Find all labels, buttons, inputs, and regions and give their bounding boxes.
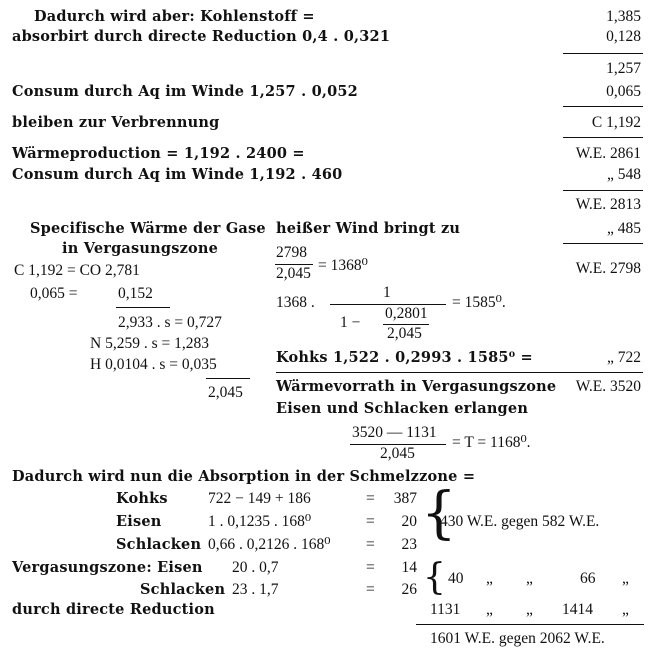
frac2-numerator: 1	[383, 284, 391, 301]
verg-row-eisen-val: 14	[401, 559, 417, 576]
brace-group-2: {	[423, 557, 446, 598]
vorrath-value: W.E. 3520	[575, 378, 641, 395]
total-rule	[416, 624, 644, 625]
abs-row-eisen-label: Eisen	[116, 513, 162, 530]
abs-row-schlacken-val: 23	[401, 536, 417, 553]
sum-rule-3	[563, 137, 643, 138]
line-consum-aq-text: Consum durch Aq im Winde 1,257 . 0,052	[12, 83, 358, 100]
verg-row-schlacken-label: Schlacken	[140, 581, 226, 598]
line-consum-aq-value: 0,065	[606, 83, 641, 100]
line-we-2813: W.E. 2813	[575, 196, 641, 213]
gas-row-0065-value: 0,152	[118, 285, 153, 302]
frac3-denominator: 2,045	[380, 445, 415, 462]
brace-group-1: {	[421, 481, 457, 546]
verg-label: Vergasungszone: Eisen	[12, 559, 203, 576]
abs-row-kohks-label: Kohks	[116, 490, 168, 507]
gas-rule-1	[116, 307, 170, 308]
gas-row-2933: 2,933 . s = 0,727	[118, 314, 222, 331]
gas-row-n: N 5,259 . s = 1,283	[90, 335, 209, 352]
gas-row-0065-label: 0,065 =	[30, 285, 78, 302]
line-absorbirt-text: absorbirt durch directe Reduction 0,4 . 0,321	[12, 28, 391, 45]
line-waermeproduction-value: W.E. 2861	[575, 145, 641, 162]
verg-row-eisen-eq: =	[366, 559, 375, 576]
gas-sum-2045: 2,045	[208, 384, 243, 401]
line-absorbirt-value: 0,128	[606, 28, 641, 45]
group2-q3: „	[622, 570, 629, 587]
reduction-a: 1131	[430, 601, 461, 618]
frac1-value: W.E. 2798	[575, 260, 641, 277]
group2-q2: „	[526, 570, 533, 587]
line-kohlenstoff-text: Dadurch wird aber: Kohlenstoff =	[34, 8, 315, 25]
vorrath-line: Wärmevorrath in Vergasungszone	[276, 378, 557, 395]
verg-row-eisen-expr: 20 . 0,7	[232, 559, 279, 576]
total-line: 1601 W.E. gegen 2062 W.E.	[430, 630, 605, 647]
gas-row-co: C 1,192 = CO 2,781	[14, 262, 140, 279]
eisen-schlacken-line: Eisen und Schlacken erlangen	[276, 400, 529, 417]
abs-row-eisen-expr: 1 . 0,1235 . 168⁰	[208, 513, 312, 530]
wind-title-value: „ 485	[606, 220, 641, 237]
verg-row-schlacken-val: 26	[401, 581, 417, 598]
frac1-numerator: 2798	[276, 244, 307, 261]
frac2-result: = 1585⁰.	[452, 294, 506, 311]
line-verbrennung-text: bleiben zur Verbrennung	[12, 114, 220, 131]
verg-row-schlacken-expr: 23 . 1,7	[232, 581, 279, 598]
frac1-result: = 1368⁰	[318, 257, 368, 274]
kohks-value: „ 722	[606, 349, 641, 366]
line-kohlenstoff-value: 1,385	[606, 8, 641, 25]
frac2-den-prefix: 1 −	[340, 314, 361, 331]
abs-row-kohks-expr: 722 − 149 + 186	[208, 490, 311, 507]
sum-rule-1	[563, 53, 643, 54]
abs-row-schlacken-expr: 0,66 . 0,2126 . 168⁰	[208, 536, 331, 553]
absorption-title: Dadurch wird nun die Absorption in der Schmelzzone =	[12, 468, 476, 485]
line-consum-wind-value: „ 548	[606, 166, 641, 183]
line-subtotal-value: 1,257	[606, 60, 641, 77]
gas-row-h: H 0,0104 . s = 0,035	[90, 356, 217, 373]
frac2-inner-denominator: 2,045	[387, 325, 422, 342]
abs-row-schlacken-eq: =	[366, 536, 375, 553]
group1-summary: 430 W.E. gegen 582 W.E.	[440, 513, 600, 530]
gas-rule-2	[206, 378, 250, 379]
line-verbrennung-value: C 1,192	[591, 114, 641, 131]
abs-row-eisen-val: 20	[401, 513, 417, 530]
frac3-result: = T = 1168⁰.	[452, 434, 531, 451]
sum-rule-2	[563, 106, 643, 107]
frac2-prefix: 1368 .	[276, 294, 315, 311]
group2-a: 40	[448, 570, 464, 587]
frac2-inner-numerator: 0,2801	[385, 305, 428, 322]
sum-rule-4	[563, 190, 643, 191]
gas-title-1: Specifische Wärme der Gase	[30, 220, 266, 237]
reduction-q2: „	[526, 601, 533, 618]
reduction-q3: „	[622, 601, 629, 618]
abs-row-kohks-val: 387	[393, 490, 417, 507]
frac1-denominator: 2,045	[276, 265, 311, 282]
kohks-line: Kohks 1,522 . 0,2993 . 1585⁰ =	[276, 349, 533, 366]
frac3-numerator: 3520 — 1131	[352, 424, 437, 441]
reduction-q1: „	[486, 601, 493, 618]
group2-b: 66	[580, 570, 596, 587]
abs-row-kohks-eq: =	[366, 490, 375, 507]
sum-rule-5	[563, 243, 643, 244]
gas-title-2: in Vergasungszone	[62, 240, 219, 257]
abs-row-schlacken-label: Schlacken	[116, 536, 202, 553]
verg-row-schlacken-eq: =	[366, 581, 375, 598]
line-consum-wind-text: Consum durch Aq im Winde 1,192 . 460	[12, 166, 343, 183]
wind-title: heißer Wind bringt zu	[276, 220, 461, 237]
sum-rule-6	[276, 372, 643, 373]
abs-row-eisen-eq: =	[366, 513, 375, 530]
group2-q1: „	[486, 570, 493, 587]
reduction-b: 1414	[562, 601, 593, 618]
line-waermeproduction-text: Wärmeproduction = 1,192 . 2400 =	[12, 145, 305, 162]
reduction-label: durch directe Reduction	[12, 601, 215, 618]
